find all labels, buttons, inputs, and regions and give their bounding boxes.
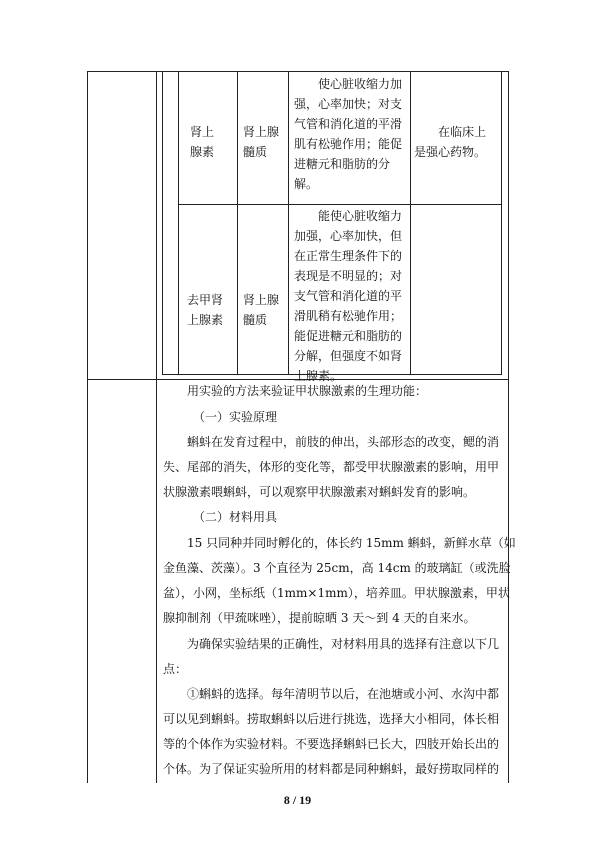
hormone-name-noradrenaline: 去甲肾 上腺素 (187, 293, 224, 327)
inner-table-border-left (162, 71, 163, 375)
inner-table-row-divider (178, 204, 501, 205)
hormone-clinical-adrenaline: 在临床上 是强心药物。 (414, 125, 487, 159)
inner-table-divider-function-clinical (410, 71, 411, 375)
hormone-name-adrenaline: 肾上 腺素 (190, 125, 215, 159)
experiment-line-8: 金鱼藻、茨藻）。3 个直径为 25cm，高 14cm 的玻璃缸（或洗脸 (163, 561, 511, 575)
outer-table-border-left (87, 71, 88, 783)
experiment-line-4: 失、尾部的消失，体形的变化等，都受甲状腺激素的影响，用甲 (163, 460, 500, 474)
hormone-source-adrenaline: 肾上腺 髓质 (243, 125, 280, 159)
experiment-line-14: 可以见到蝌蚪。捞取蝌蚪以后进行挑选，选择大小相同，体长相 (163, 712, 500, 726)
inner-table-border-left-2 (178, 71, 179, 375)
hormone-function-noradrenaline: 能使心脏收缩力 加强，心率加快，但 在正常生理条件下的 表现是不明显的；对 支气管和消化道的平 滑肌稍有松驰作用； 能促进糖元和脂肪的 分解，但强度不如肾 上腺素。 (294, 209, 403, 383)
experiment-line-9: 盆），小网，坐标纸（1mm×1mm），培养皿。甲状腺激素，甲状 (163, 586, 510, 600)
inner-table-divider-source-function (288, 71, 289, 375)
experiment-heading-materials: （二）材料用具 (193, 510, 278, 524)
experiment-line-15: 等的个体作为实验材料。不要选择蝌蚪已长大，四肢开始长出的 (163, 737, 500, 751)
experiment-line-13: ①蝌蚪的选择。每年清明节以后，在池塘或小河、水沟中都 (187, 687, 500, 701)
experiment-line-12: 点： (163, 662, 188, 676)
experiment-line-16: 个体。为了保证实验所用的材料都是同种蝌蚪，最好捞取同样的 (163, 762, 500, 776)
experiment-heading-principle: （一）实验原理 (193, 410, 278, 424)
experiment-line-5: 状腺激素喂蝌蚪，可以观察甲状腺激素对蝌蚪发育的影响。 (163, 485, 476, 499)
inner-table-divider-name-source (237, 71, 238, 375)
outer-table-column-divider (156, 71, 157, 783)
hormone-source-noradrenaline: 肾上腺 髓质 (243, 293, 280, 327)
hormone-function-adrenaline: 使心脏收缩力加 强，心率加快；对支 气管和消化道的平滑 肌有松驰作用；能促 进糖元和脂肪的分 解。 (294, 77, 403, 191)
experiment-line-11: 为确保实验结果的正确性，对材料用具的选择有注意以下几 (187, 637, 500, 651)
page-number: 8 / 19 (283, 793, 312, 807)
outer-table-border-top (87, 71, 509, 72)
inner-table-border-right (501, 71, 502, 375)
outer-table-border-right (508, 71, 509, 783)
experiment-line-1: 用实验的方法来验证甲状腺激素的生理功能： (187, 384, 428, 398)
experiment-line-10: 腺抑制剂（甲巯咪唑），提前晾晒 3 天～到 4 天的自来水。 (163, 611, 476, 625)
experiment-line-3: 蝌蚪在发育过程中，前肢的伸出，头部形态的改变，鳃的消 (187, 435, 500, 449)
experiment-line-7: 15 只同种并同时孵化的，体长约 15mm 蝌蚪，新鲜水草（如 (187, 536, 516, 550)
